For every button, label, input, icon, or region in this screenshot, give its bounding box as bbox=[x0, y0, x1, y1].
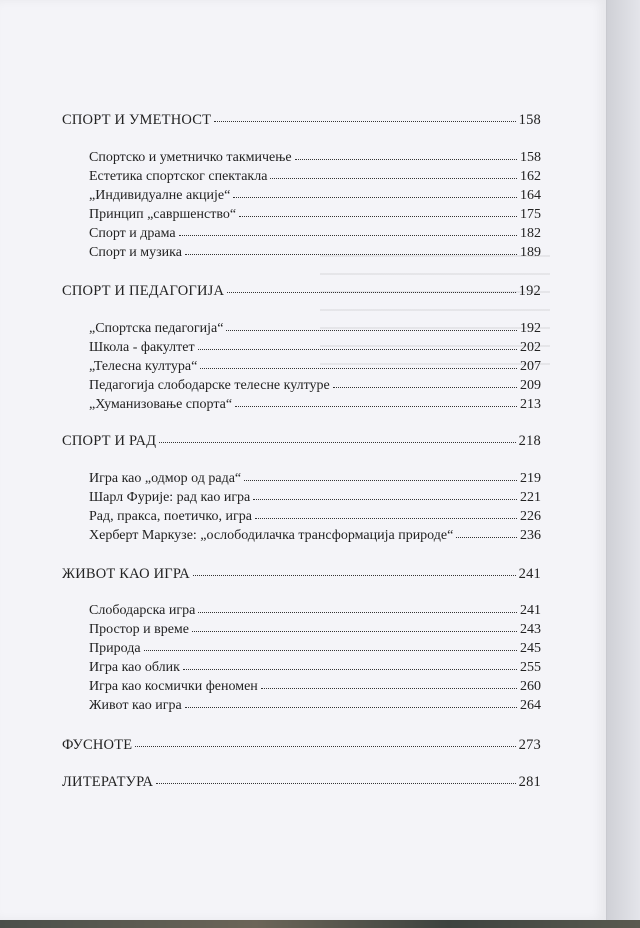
toc-entry-title: Спорт и драма bbox=[89, 226, 176, 241]
toc-leader-dots bbox=[159, 441, 515, 443]
toc-leader-dots bbox=[156, 782, 515, 784]
toc-entry-title: Школа - факултет bbox=[89, 340, 195, 355]
page-edge-bottom bbox=[0, 920, 640, 928]
toc-leader-dots bbox=[144, 649, 517, 651]
toc-page-number: 158 bbox=[518, 112, 541, 128]
toc-page-number: 236 bbox=[520, 528, 541, 543]
toc-entry-title: „Хуманизовање спорта“ bbox=[89, 397, 233, 412]
toc-entry-title: Игра као космички феномен bbox=[89, 679, 258, 694]
toc-page-number: 218 bbox=[518, 433, 541, 449]
toc-leader-dots bbox=[227, 291, 515, 293]
toc-section-zivot-kao-igra bbox=[62, 565, 541, 583]
toc-entry-title: Слободарска игра bbox=[89, 603, 196, 618]
toc-page-number: 226 bbox=[520, 509, 541, 524]
toc-leader-dots bbox=[183, 668, 517, 670]
toc-leader-dots bbox=[270, 177, 517, 179]
toc-page-number: 260 bbox=[520, 679, 541, 694]
toc-entry bbox=[89, 678, 541, 696]
toc-entry bbox=[89, 396, 541, 414]
toc-section-title: СПОРТ И РАД bbox=[62, 433, 157, 449]
toc-section-literatura bbox=[62, 773, 541, 791]
toc-page-number: 192 bbox=[520, 321, 541, 336]
toc-section-sport-i-rad bbox=[62, 432, 541, 450]
toc-leader-dots bbox=[261, 687, 517, 689]
toc-page-number: 164 bbox=[520, 188, 541, 203]
toc-page-number: 207 bbox=[520, 359, 541, 374]
toc-entry bbox=[89, 358, 541, 376]
toc-leader-dots bbox=[214, 120, 515, 122]
toc-page-number: 264 bbox=[520, 698, 541, 713]
toc-leader-dots bbox=[185, 706, 517, 708]
toc-entry bbox=[89, 377, 541, 395]
toc-page-number: 273 bbox=[518, 737, 541, 753]
toc-entry bbox=[89, 339, 541, 357]
toc-leader-dots bbox=[179, 234, 517, 236]
toc-entry bbox=[89, 149, 541, 167]
toc-entry bbox=[89, 168, 541, 186]
toc-entry-title: Принцип „савршенство“ bbox=[89, 207, 237, 222]
toc-page-number: 219 bbox=[520, 471, 541, 486]
toc-page-number: 158 bbox=[520, 150, 541, 165]
toc-section-title: ЛИТЕРАТУРА bbox=[62, 774, 154, 790]
toc-section-title: ФУСНОТЕ bbox=[62, 737, 133, 753]
toc-page-number: 241 bbox=[518, 566, 541, 582]
toc-page-number: 243 bbox=[520, 622, 541, 637]
toc-entry-title: Спортско и уметничко такмичење bbox=[89, 150, 292, 165]
toc-entry-title: Природа bbox=[89, 641, 141, 656]
toc-leader-dots bbox=[456, 536, 517, 538]
toc-entry-title: „Спортска педагогија“ bbox=[89, 321, 224, 336]
toc-entry bbox=[89, 508, 541, 526]
toc-page-number: 182 bbox=[520, 226, 541, 241]
toc-page-number: 255 bbox=[520, 660, 541, 675]
toc-page-number: 202 bbox=[520, 340, 541, 355]
toc-entry-title: Простор и време bbox=[89, 622, 189, 637]
toc-leader-dots bbox=[192, 630, 517, 632]
toc-section-sport-i-pedagogija bbox=[62, 282, 541, 300]
toc-leader-dots bbox=[244, 479, 517, 481]
toc-leader-dots bbox=[235, 405, 517, 407]
toc-section-title: СПОРТ И УМЕТНОСТ bbox=[62, 112, 212, 128]
toc-entry bbox=[89, 206, 541, 224]
toc-entry-title: Шарл Фурије: рад као игра bbox=[89, 490, 251, 505]
toc-entry bbox=[89, 640, 541, 658]
toc-entry-title: Педагогија слободарске телесне културе bbox=[89, 378, 330, 393]
toc-entry-title: „Индивидуалне акције“ bbox=[89, 188, 231, 203]
toc-entry-title: Естетика спортског спектакла bbox=[89, 169, 268, 184]
toc-entry bbox=[89, 489, 541, 507]
toc-page-number: 245 bbox=[520, 641, 541, 656]
toc-page-number: 241 bbox=[520, 603, 541, 618]
toc-leader-dots bbox=[255, 517, 517, 519]
toc-entry bbox=[89, 470, 541, 488]
toc-entry-title: Живот као игра bbox=[89, 698, 182, 713]
toc-entry bbox=[89, 187, 541, 205]
page-edge-right bbox=[607, 0, 640, 928]
toc-entry bbox=[89, 225, 541, 243]
toc-leader-dots bbox=[200, 367, 517, 369]
toc-entry bbox=[89, 527, 541, 545]
toc-leader-dots bbox=[198, 348, 517, 350]
toc-leader-dots bbox=[198, 611, 517, 613]
toc-entry bbox=[89, 244, 541, 262]
toc-section-fusnote bbox=[62, 736, 541, 754]
toc-page-number: 209 bbox=[520, 378, 541, 393]
toc-section-title: ЖИВОТ КАО ИГРА bbox=[62, 566, 190, 582]
toc-page-number: 162 bbox=[520, 169, 541, 184]
toc-leader-dots bbox=[239, 215, 517, 217]
toc-page-number: 175 bbox=[520, 207, 541, 222]
toc-entry-title: Херберт Маркузе: „ослободилачка трансформација природе“ bbox=[89, 528, 454, 543]
toc-entry bbox=[89, 602, 541, 620]
toc-leader-dots bbox=[185, 253, 517, 255]
toc-section-title: СПОРТ И ПЕДАГОГИЈА bbox=[62, 283, 225, 299]
toc-section-sport-i-umetnost bbox=[62, 111, 541, 129]
toc-entry-title: „Телесна култура“ bbox=[89, 359, 198, 374]
toc-entry-title: Игра као облик bbox=[89, 660, 180, 675]
toc-leader-dots bbox=[253, 498, 517, 500]
toc-leader-dots bbox=[295, 158, 517, 160]
show-through-text bbox=[320, 255, 550, 375]
toc-entry-title: Рад, пракса, поетичко, игра bbox=[89, 509, 252, 524]
toc-leader-dots bbox=[233, 196, 517, 198]
toc-page-number: 221 bbox=[520, 490, 541, 505]
toc-entry-title: Игра као „одмор од рада“ bbox=[89, 471, 242, 486]
toc-leader-dots bbox=[226, 329, 517, 331]
toc-entry bbox=[89, 697, 541, 715]
toc-leader-dots bbox=[193, 574, 516, 576]
toc-entry bbox=[89, 659, 541, 677]
toc-page-number: 189 bbox=[520, 245, 541, 260]
toc-entry bbox=[89, 621, 541, 639]
toc-page-number: 213 bbox=[520, 397, 541, 412]
toc-page-number: 281 bbox=[518, 774, 541, 790]
toc-entry-title: Спорт и музика bbox=[89, 245, 182, 260]
toc-entry bbox=[89, 320, 541, 338]
toc-leader-dots bbox=[333, 386, 517, 388]
toc-page-number: 192 bbox=[518, 283, 541, 299]
toc-leader-dots bbox=[135, 745, 515, 747]
